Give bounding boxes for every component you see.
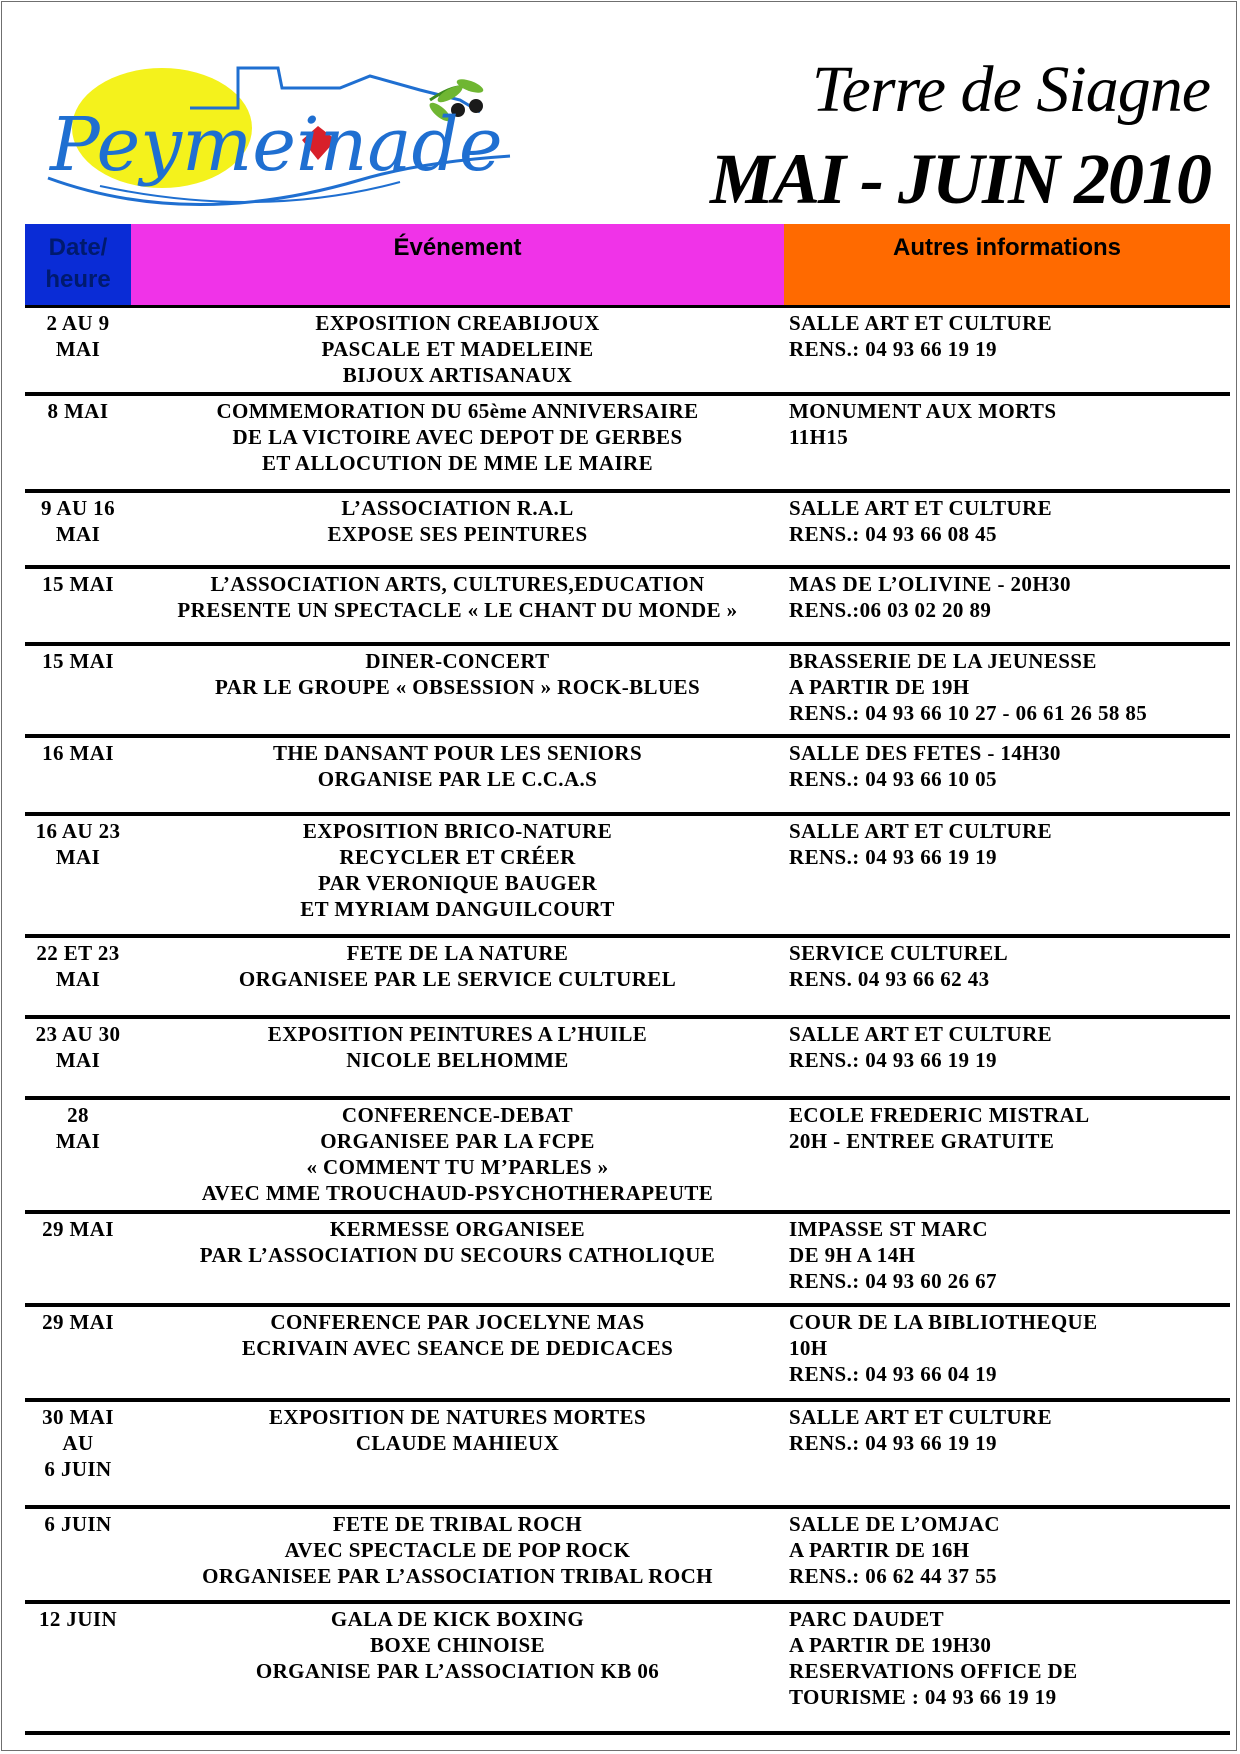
event-date: 28 MAI bbox=[55, 1103, 101, 1153]
column-header-event: Événement bbox=[131, 224, 784, 305]
event-date: 8 MAI bbox=[47, 399, 109, 423]
event-info: MAS DE L’OLIVINE - 20H30 RENS.:06 03 02 20 89 bbox=[789, 572, 1071, 622]
event-date: 16 AU 23 MAI bbox=[35, 819, 121, 869]
event-info: SERVICE CULTUREL RENS. 04 93 66 62 43 bbox=[789, 941, 1009, 991]
event-info: MONUMENT AUX MORTS 11H15 bbox=[789, 399, 1057, 449]
table-row bbox=[25, 569, 1230, 646]
column-header-date: Date/ heure bbox=[25, 224, 131, 305]
event-description: KERMESSE ORGANISEE PAR L’ASSOCIATION DU SECOURS CATHOLIQUE bbox=[199, 1217, 716, 1267]
event-description: EXPOSITION BRICO-NATURE RECYCLER ET CRÉER PAR VERONIQUE BAUGER ET MYRIAM DANGUILCOURT bbox=[300, 819, 615, 921]
table-row bbox=[25, 1100, 1230, 1214]
peymeinade-logo bbox=[40, 60, 560, 220]
table-row bbox=[25, 738, 1230, 816]
event-description: COMMEMORATION DU 65ème ANNIVERSAIRE DE LA VICTOIRE AVEC DEPOT DE GERBES ET ALLOCUTION DE MME LE MAIRE bbox=[216, 399, 699, 475]
event-description: FETE DE TRIBAL ROCH AVEC SPECTACLE DE POP ROCK ORGANISEE PAR L’ASSOCIATION TRIBAL ROCH bbox=[202, 1512, 713, 1588]
table-row bbox=[25, 646, 1230, 738]
event-description: DINER-CONCERT PAR LE GROUPE « OBSESSION » ROCK-BLUES bbox=[214, 649, 701, 699]
event-date: 15 MAI bbox=[42, 649, 114, 673]
table-row bbox=[25, 1214, 1230, 1307]
event-info: SALLE ART ET CULTURE RENS.: 04 93 66 08 45 bbox=[789, 496, 1053, 546]
event-description: L’ASSOCIATION ARTS, CULTURES,EDUCATION PRESENTE UN SPECTACLE « LE CHANT DU MONDE » bbox=[177, 572, 738, 622]
event-date: 15 MAI bbox=[42, 572, 114, 596]
events-table bbox=[25, 308, 1230, 1735]
event-date: 6 JUIN bbox=[44, 1512, 112, 1536]
table-header bbox=[25, 224, 1230, 305]
table-row bbox=[25, 938, 1230, 1019]
table-row bbox=[25, 396, 1230, 493]
svg-text:Peymeinade: Peymeinade bbox=[50, 102, 503, 188]
title-period: MAI - JUIN 2010 bbox=[709, 139, 1210, 219]
event-description: EXPOSITION PEINTURES A L’HUILE NICOLE BELHOMME bbox=[267, 1022, 648, 1072]
event-date: 29 MAI bbox=[42, 1217, 114, 1241]
table-row bbox=[25, 1307, 1230, 1402]
event-date: 22 ET 23 MAI bbox=[36, 941, 120, 991]
event-date: 16 MAI bbox=[42, 741, 114, 765]
event-info: ECOLE FREDERIC MISTRAL 20H - ENTREE GRATUITE bbox=[789, 1103, 1090, 1153]
title-terre-de-siagne: Terre de Siagne bbox=[811, 53, 1210, 126]
table-row bbox=[25, 493, 1230, 569]
event-date: 23 AU 30 MAI bbox=[35, 1022, 121, 1072]
event-date: 12 JUIN bbox=[38, 1607, 118, 1631]
event-info: COUR DE LA BIBLIOTHEQUE 10H RENS.: 04 93 66 04 19 bbox=[789, 1310, 1098, 1386]
event-date: 29 MAI bbox=[42, 1310, 114, 1334]
table-row bbox=[25, 816, 1230, 938]
event-description: CONFERENCE-DEBAT ORGANISEE PAR LA FCPE « COMMENT TU M’PARLES » AVEC MME TROUCHAUD-PSYCHOTHERAPEUTE bbox=[201, 1103, 714, 1205]
event-date: 9 AU 16 MAI bbox=[41, 496, 115, 546]
event-info: SALLE ART ET CULTURE RENS.: 04 93 66 19 19 bbox=[789, 311, 1053, 361]
column-header-info: Autres informations bbox=[784, 224, 1230, 305]
event-date: 2 AU 9 MAI bbox=[46, 311, 110, 361]
event-info: PARC DAUDET A PARTIR DE 19H30 RESERVATIONS OFFICE DE TOURISME : 04 93 66 19 19 bbox=[789, 1607, 1078, 1709]
table-row bbox=[25, 1402, 1230, 1509]
event-info: SALLE DE L’OMJAC A PARTIR DE 16H RENS.: 06 62 44 37 55 bbox=[789, 1512, 1000, 1588]
event-info: SALLE ART ET CULTURE RENS.: 04 93 66 19 19 bbox=[789, 819, 1053, 869]
event-description: CONFERENCE PAR JOCELYNE MAS ECRIVAIN AVEC SEANCE DE DEDICACES bbox=[241, 1310, 674, 1360]
table-row bbox=[25, 308, 1230, 396]
table-row bbox=[25, 1604, 1230, 1735]
event-info: IMPASSE ST MARC DE 9H A 14H RENS.: 04 93 60 26 67 bbox=[789, 1217, 997, 1293]
event-description: GALA DE KICK BOXING BOXE CHINOISE ORGANISE PAR L’ASSOCIATION KB 06 bbox=[255, 1607, 660, 1683]
event-description: THE DANSANT POUR LES SENIORS ORGANISE PAR LE C.C.A.S bbox=[272, 741, 643, 791]
event-info: BRASSERIE DE LA JEUNESSE A PARTIR DE 19H RENS.: 04 93 66 10 27 - 06 61 26 58 85 bbox=[789, 649, 1148, 725]
event-date: 30 MAI AU 6 JUIN bbox=[42, 1405, 114, 1481]
event-info: SALLE ART ET CULTURE RENS.: 04 93 66 19 19 bbox=[789, 1405, 1053, 1455]
event-description: L’ASSOCIATION R.A.L EXPOSE SES PEINTURES bbox=[327, 496, 588, 546]
event-info: SALLE DES FETES - 14H30 RENS.: 04 93 66 10 05 bbox=[789, 741, 1061, 791]
table-row bbox=[25, 1509, 1230, 1604]
table-row bbox=[25, 1019, 1230, 1100]
event-description: FETE DE LA NATURE ORGANISEE PAR LE SERVICE CULTUREL bbox=[238, 941, 677, 991]
event-description: EXPOSITION DE NATURES MORTES CLAUDE MAHIEUX bbox=[268, 1405, 647, 1455]
event-info: SALLE ART ET CULTURE RENS.: 04 93 66 19 19 bbox=[789, 1022, 1053, 1072]
event-description: EXPOSITION CREABIJOUX PASCALE ET MADELEINE BIJOUX ARTISANAUX bbox=[315, 311, 600, 387]
